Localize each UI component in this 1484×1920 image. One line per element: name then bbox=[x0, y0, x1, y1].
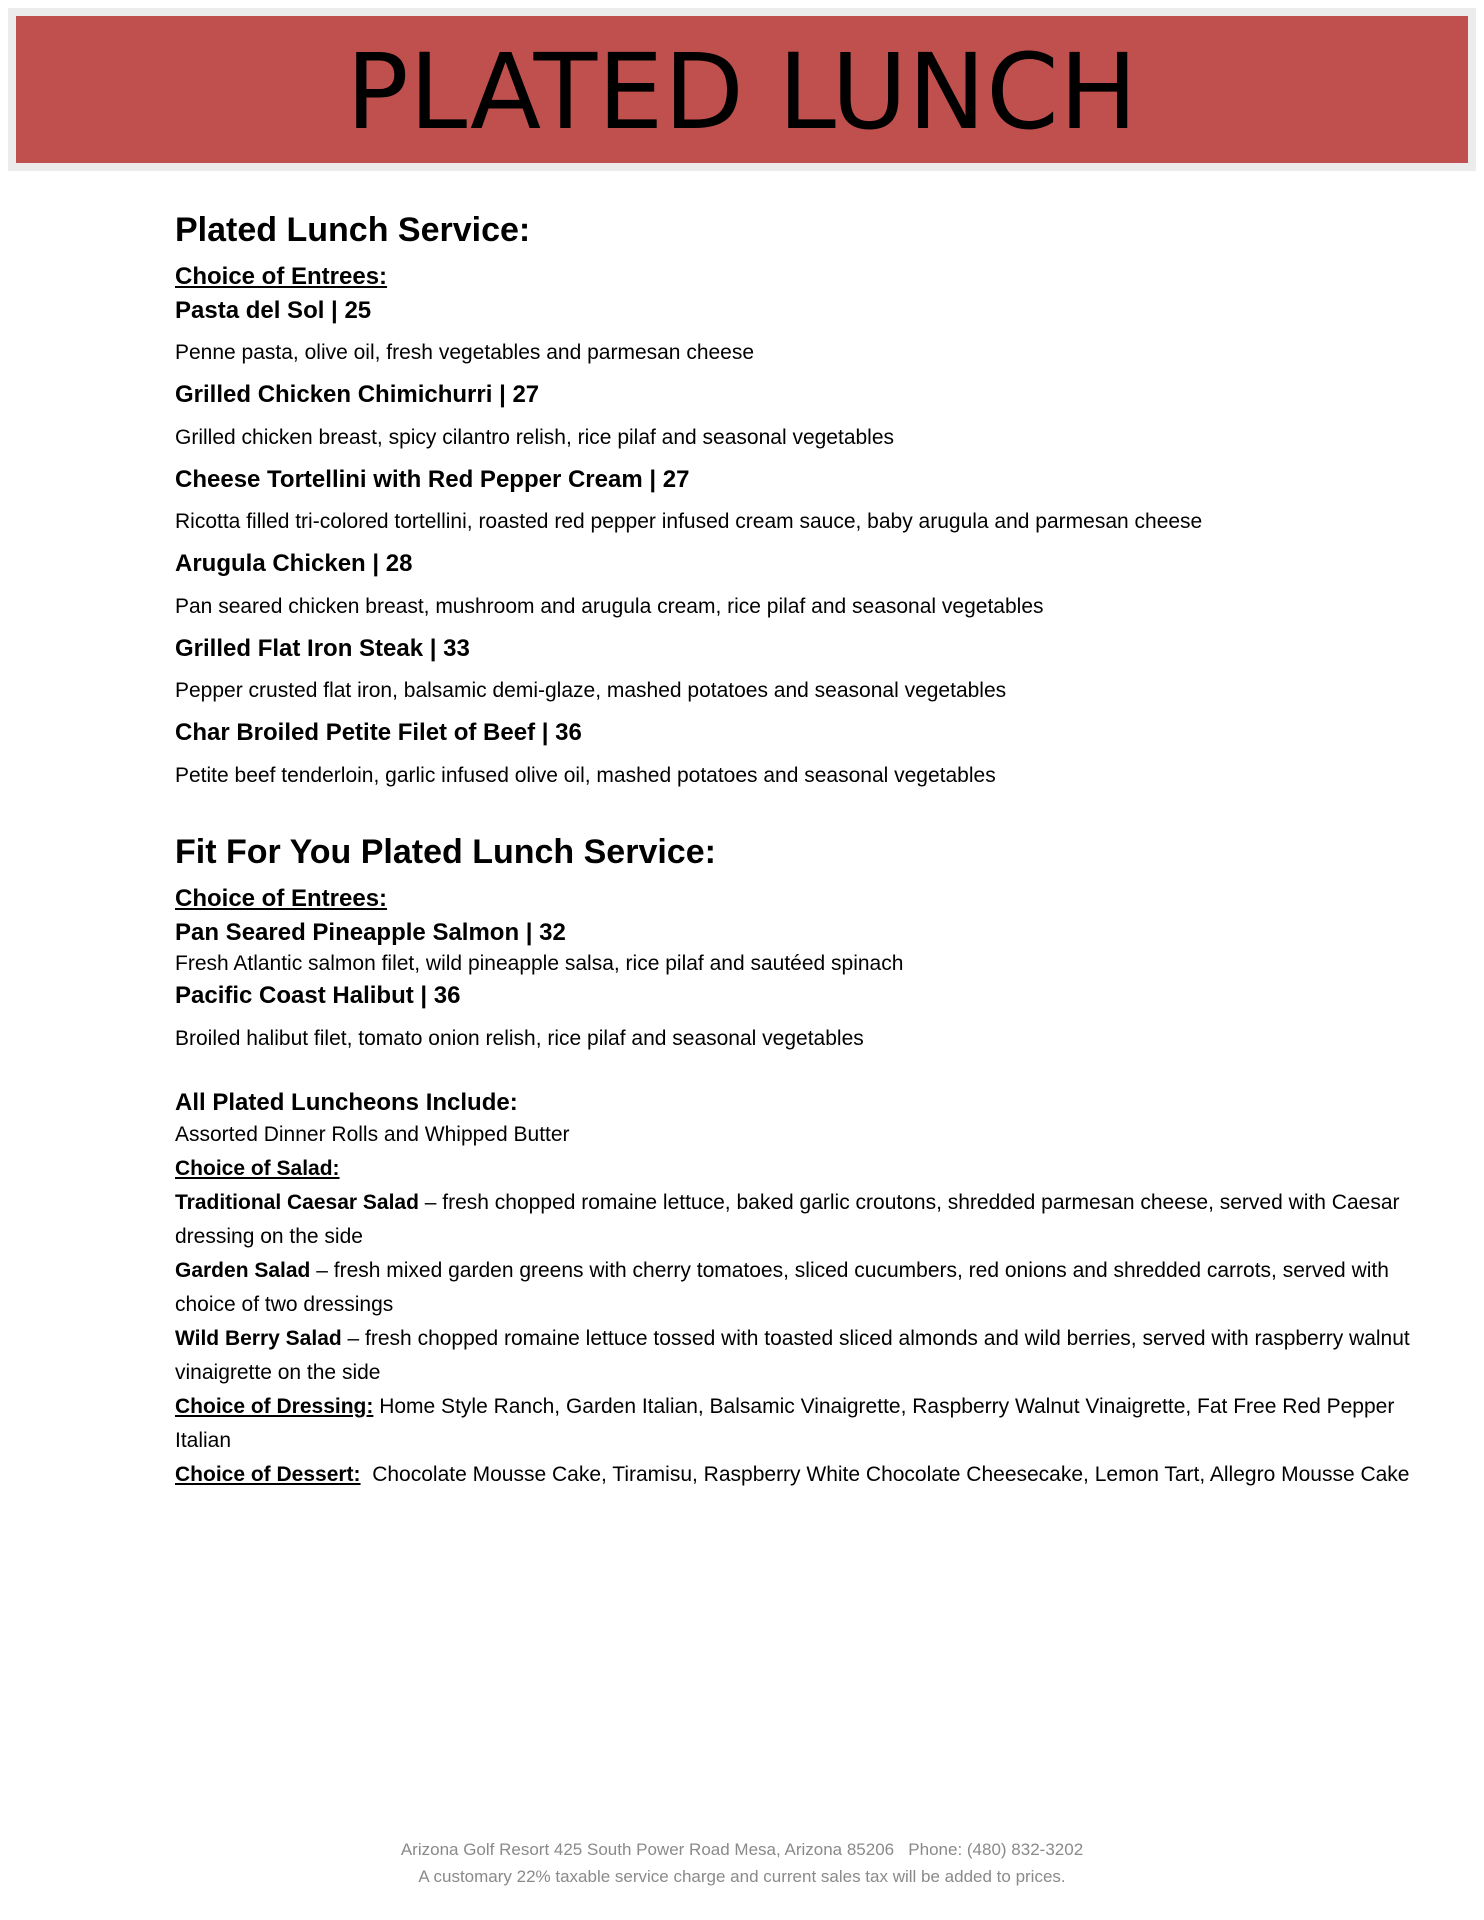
entree-item bbox=[175, 917, 1415, 977]
entree-item bbox=[175, 980, 1415, 1051]
entree-name: Pan Seared Pineapple Salmon | 32 bbox=[175, 918, 566, 946]
menu-content bbox=[175, 210, 1415, 1492]
salad-description: – fresh chopped romaine lettuce, baked garlic croutons, shredded parmesan cheese, served with Caesar dressing on the side bbox=[175, 1191, 1400, 1249]
footer bbox=[0, 1836, 1484, 1890]
page-title: PLATED LUNCH bbox=[346, 30, 1138, 153]
entree-description: Petite beef tenderloin, garlic infused olive oil, mashed potatoes and seasonal vegetables bbox=[175, 763, 996, 787]
entree-name: Arugula Chicken | 28 bbox=[175, 550, 413, 578]
footer-address: Arizona Golf Resort 425 South Power Road Mesa, Arizona 85206 Phone: (480) 832-3202 bbox=[400, 1840, 1084, 1859]
entree-description: Grilled chicken breast, spicy cilantro relish, rice pilaf and seasonal vegetables bbox=[175, 425, 895, 449]
entree-name: Char Broiled Petite Filet of Beef | 36 bbox=[175, 719, 582, 747]
section-title-plated-lunch: Plated Lunch Service: bbox=[175, 211, 531, 249]
entree-description: Ricotta filled tri-colored tortellini, roasted red pepper infused cream sauce, baby arugula and parmesan cheese bbox=[175, 510, 1203, 534]
header-band bbox=[16, 16, 1468, 163]
salad-name: Garden Salad bbox=[175, 1259, 311, 1283]
entree-name: Grilled Chicken Chimichurri | 27 bbox=[175, 381, 540, 409]
includes-title: All Plated Luncheons Include: bbox=[175, 1088, 518, 1116]
dressing-options: Home Style Ranch, Garden Italian, Balsamic Vinaigrette, Raspberry Walnut Vinaigrette, Fat Free Red Pepper Italian bbox=[175, 1395, 1401, 1453]
salad-name: Traditional Caesar Salad bbox=[175, 1191, 419, 1215]
dessert-line bbox=[175, 1458, 1415, 1492]
salad-subheading: Choice of Salad: bbox=[175, 1157, 340, 1181]
entree-list bbox=[175, 917, 1415, 1052]
footer-service-note: A customary 22% taxable service charge and current sales tax will be added to prices. bbox=[418, 1867, 1066, 1886]
entree-item bbox=[175, 464, 1415, 535]
salad-description: – fresh chopped romaine lettuce tossed with toasted sliced almonds and wild berries, served with raspberry walnut vinaigrette on the side bbox=[175, 1327, 1410, 1385]
entree-name: Pasta del Sol | 25 bbox=[175, 296, 372, 324]
salad-item bbox=[175, 1186, 1415, 1254]
dressing-label: Choice of Dressing: bbox=[175, 1395, 374, 1419]
salad-name: Wild Berry Salad bbox=[175, 1327, 342, 1351]
section-title-fit-for-you: Fit For You Plated Lunch Service: bbox=[175, 832, 716, 871]
entree-description: Penne pasta, olive oil, fresh vegetables and parmesan cheese bbox=[175, 341, 755, 365]
entree-name: Grilled Flat Iron Steak | 33 bbox=[175, 634, 470, 662]
entree-item bbox=[175, 548, 1415, 619]
spacer bbox=[175, 802, 1415, 832]
salad-item bbox=[175, 1322, 1415, 1390]
dessert-label: Choice of Dessert: bbox=[175, 1463, 361, 1487]
entree-description: Pepper crusted flat iron, balsamic demi-glaze, mashed potatoes and seasonal vegetables bbox=[175, 679, 1007, 703]
dressing-line bbox=[175, 1390, 1415, 1458]
entree-name: Cheese Tortellini with Red Pepper Cream | 27 bbox=[175, 465, 690, 493]
entree-description: Broiled halibut filet, tomato onion relish, rice pilaf and seasonal vegetables bbox=[175, 1026, 864, 1050]
dessert-options: Chocolate Mousse Cake, Tiramisu, Raspberry White Chocolate Cheesecake, Lemon Tart, Allegro Mousse Cake bbox=[360, 1463, 1410, 1487]
entree-name: Pacific Coast Halibut | 36 bbox=[175, 982, 461, 1010]
entree-list bbox=[175, 295, 1415, 789]
entree-item bbox=[175, 379, 1415, 450]
spacer bbox=[175, 1065, 1415, 1087]
rolls-line: Assorted Dinner Rolls and Whipped Butter bbox=[175, 1123, 570, 1147]
salad-description: – fresh mixed garden greens with cherry tomatoes, sliced cucumbers, red onions and shredded carrots, served with choice of two dressings bbox=[175, 1259, 1389, 1317]
entree-description: Fresh Atlantic salmon filet, wild pineapple salsa, rice pilaf and sautéed spinach bbox=[175, 952, 904, 976]
salad-item bbox=[175, 1254, 1415, 1322]
entrees-subheading: Choice of Entrees: bbox=[175, 262, 388, 290]
entree-description: Pan seared chicken breast, mushroom and arugula cream, rice pilaf and seasonal vegetables bbox=[175, 594, 1044, 618]
entree-item bbox=[175, 717, 1415, 788]
entrees-subheading: Choice of Entrees: bbox=[175, 884, 388, 912]
entree-item bbox=[175, 295, 1415, 366]
header-frame bbox=[8, 8, 1476, 171]
entree-item bbox=[175, 633, 1415, 704]
